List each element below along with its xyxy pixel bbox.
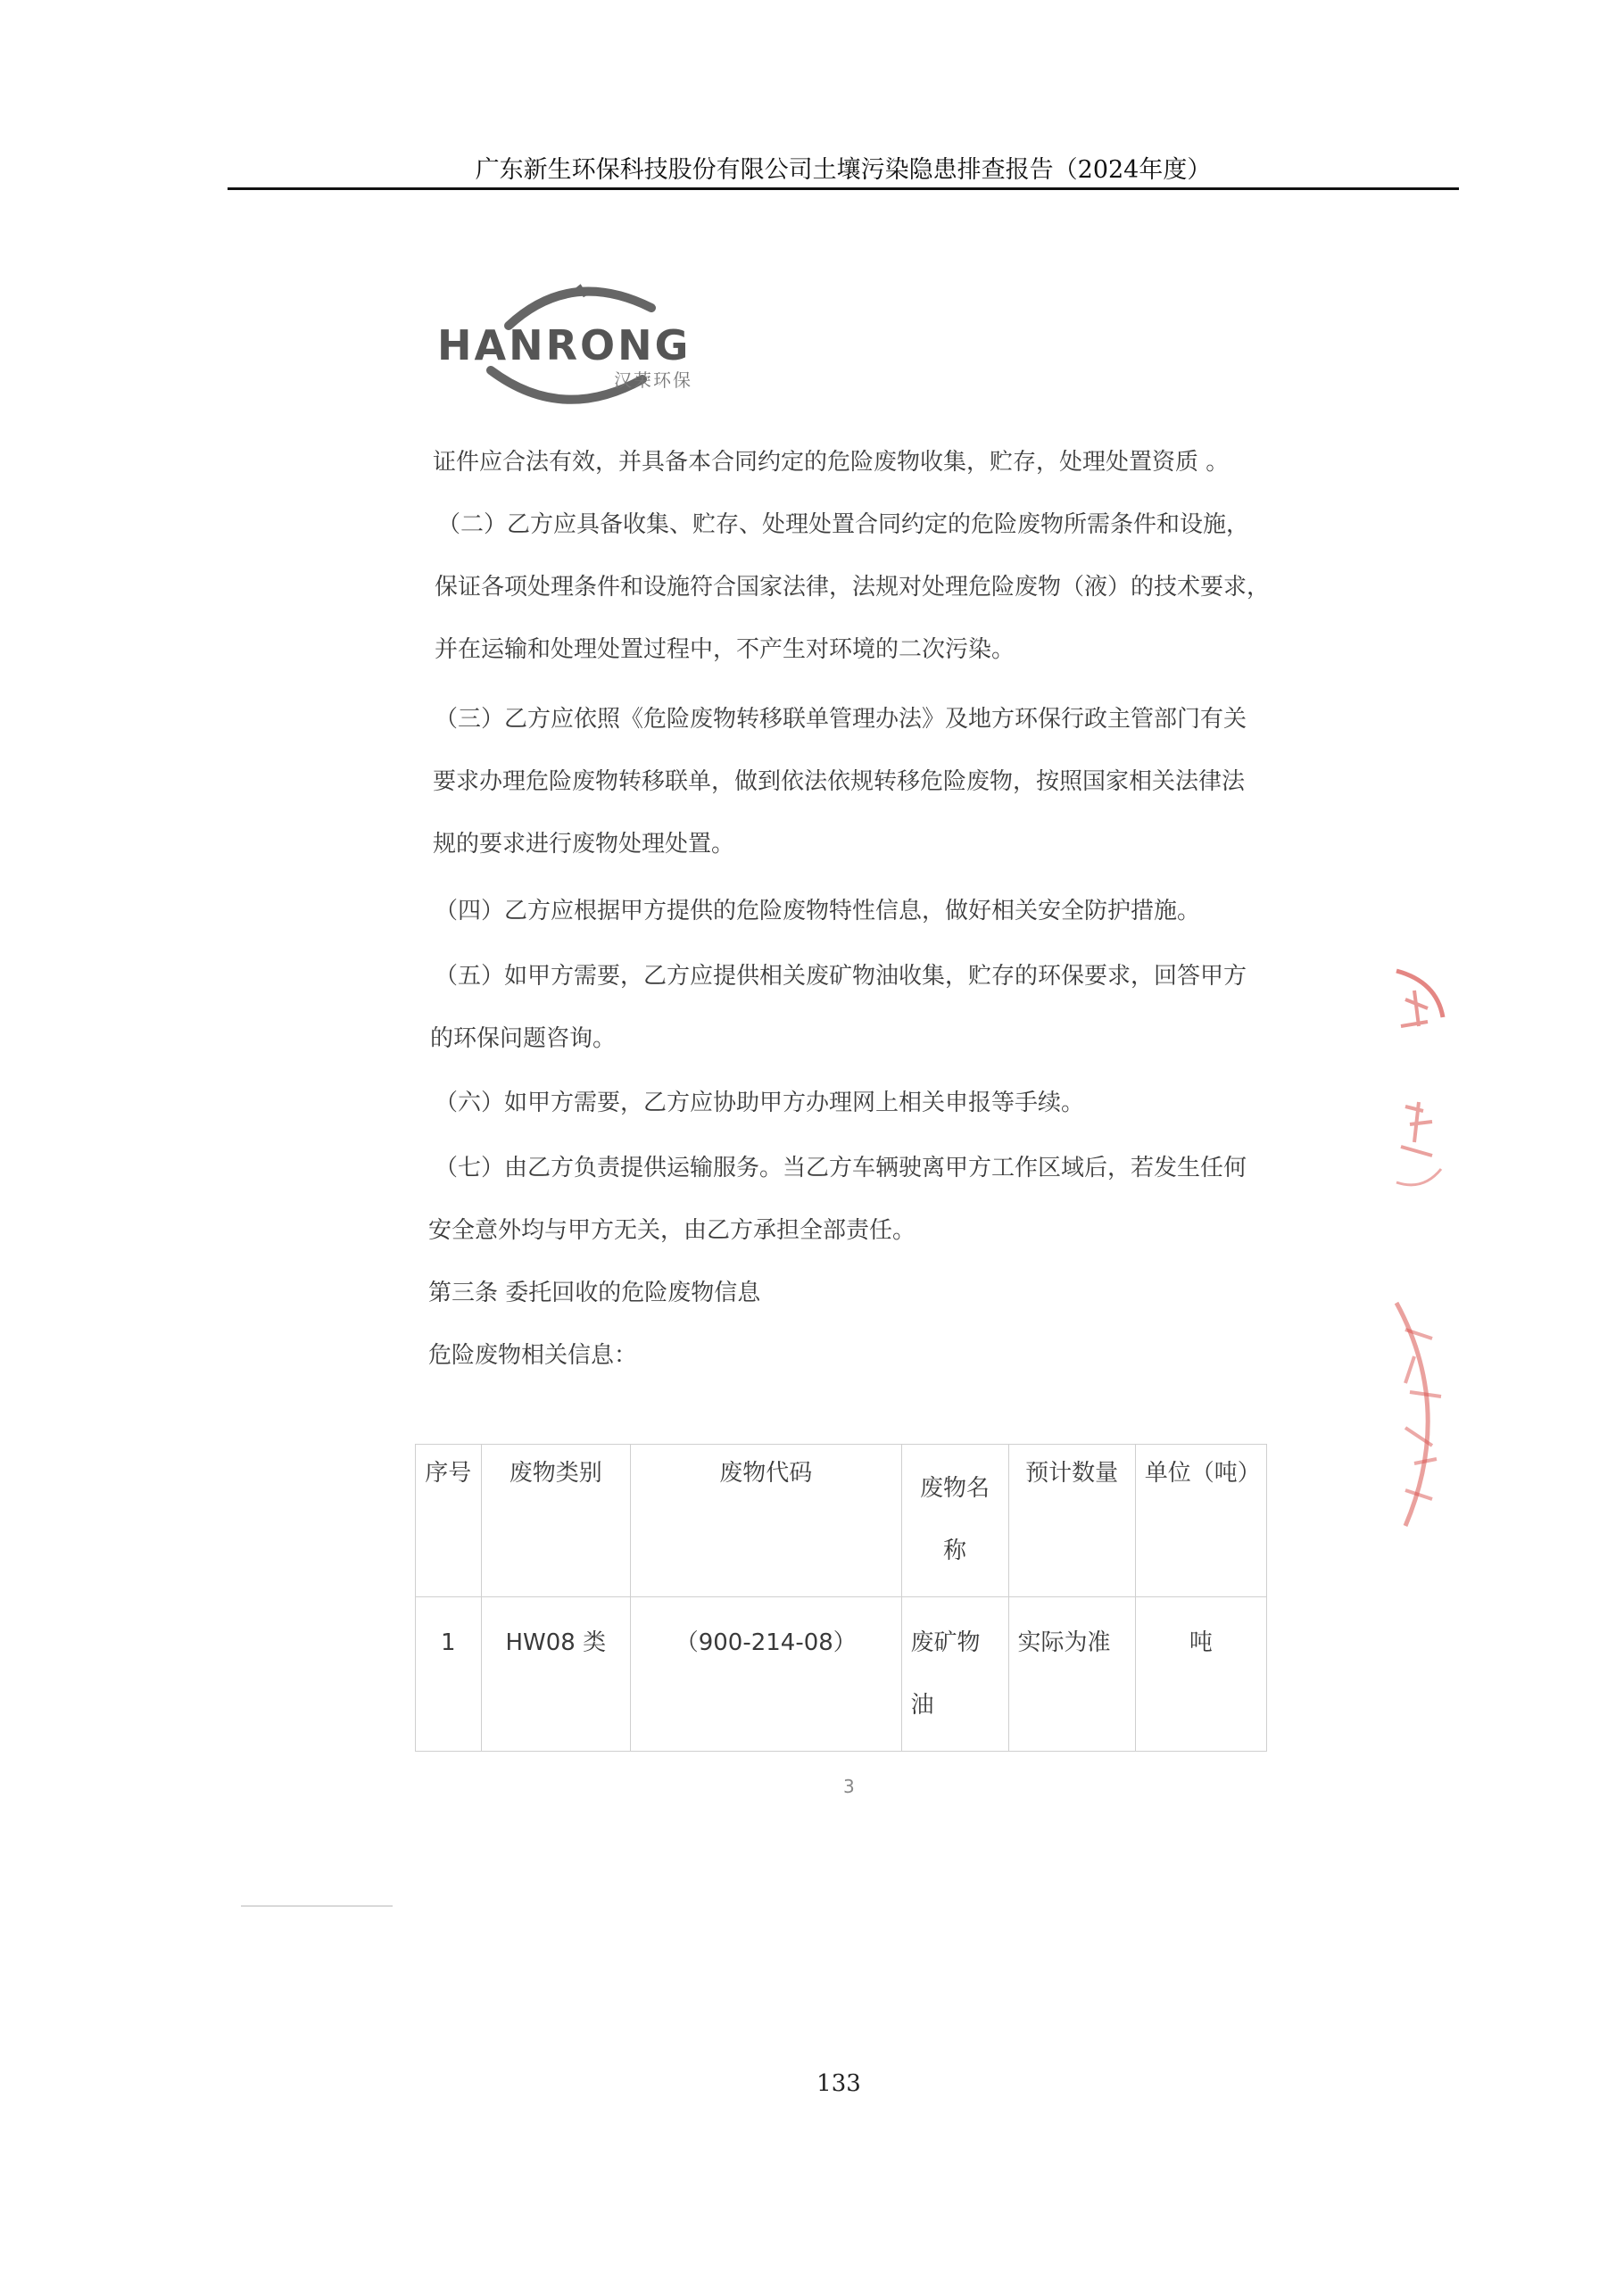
logo-wordmark: HANRONG xyxy=(437,321,692,369)
paragraph-line: 安全意外均与甲方无关，由乙方承担全部责任。 xyxy=(428,1217,916,1244)
paragraph-line: （四）乙方应根据甲方提供的危险废物特性信息，做好相关安全防护措施。 xyxy=(435,898,1201,924)
paragraph-line: 规的要求进行废物处理处置。 xyxy=(433,831,735,858)
hazardous-waste-table xyxy=(415,1444,1267,1752)
table-cell: 吨 xyxy=(1135,1597,1266,1752)
seal-fragment-icon xyxy=(1392,1098,1450,1196)
table-header-cell: 废物名称 xyxy=(901,1445,1008,1597)
scanned-page-number: 3 xyxy=(843,1776,855,1797)
paragraph-line: （六）如甲方需要，乙方应协助甲方办理网上相关申报等手续。 xyxy=(435,1090,1085,1116)
scan-edge-line xyxy=(241,1905,393,1907)
paragraph-line: 的环保问题咨询。 xyxy=(430,1025,617,1052)
paragraph-line: （二）乙方应具备收集、贮存、处理处置合同约定的危险废物所需条件和设施， xyxy=(437,511,1250,538)
table-cell: 废矿物油 xyxy=(901,1597,1008,1752)
paragraph-line: （五）如甲方需要，乙方应提供相关废矿物油收集，贮存的环保要求，回答甲方 xyxy=(435,963,1247,990)
seal-fragment-icon xyxy=(1379,1294,1454,1535)
paragraph-line: （七）由乙方负责提供运输服务。当乙方车辆驶离甲方工作区域后，若发生任何 xyxy=(435,1155,1247,1181)
table-header-cell: 序号 xyxy=(416,1445,482,1597)
table-header-cell: 单位（吨） xyxy=(1135,1445,1266,1597)
paragraph-line: （三）乙方应依照《危险废物转移联单管理办法》及地方环保行政主管部门有关 xyxy=(435,706,1247,733)
table-row xyxy=(416,1597,1267,1752)
article-heading: 第三条 委托回收的危险废物信息 xyxy=(428,1280,761,1306)
header-rule xyxy=(228,187,1459,190)
table-cell: HW08 类 xyxy=(481,1597,630,1752)
table-header-cell: 废物类别 xyxy=(481,1445,630,1597)
seal-fragment-icon xyxy=(1388,964,1450,1062)
paragraph-line: 要求办理危险废物转移联单，做到依法依规转移危险废物，按照国家相关法律法 xyxy=(433,768,1246,795)
paragraph-line: 并在运输和处理处置过程中，不产生对环境的二次污染。 xyxy=(435,636,1015,663)
page-header-title: 广东新生环保科技股份有限公司土壤污染隐患排查报告（2024年度） xyxy=(475,156,1212,184)
paragraph-line: 保证各项处理条件和设施符合国家法律，法规对处理危险废物（液）的技术要求， xyxy=(435,574,1271,601)
paragraph-line: 危险废物相关信息： xyxy=(428,1342,638,1369)
logo-subtitle: 汉荣环保 xyxy=(614,369,692,391)
table-cell: 实际为准 xyxy=(1008,1597,1135,1752)
paragraph-line: 证件应合法有效，并具备本合同约定的危险废物收集，贮存，处理处置资质 。 xyxy=(433,449,1230,476)
table-header-row xyxy=(416,1445,1267,1597)
page-number: 133 xyxy=(816,2070,861,2097)
table-header-cell: 废物代码 xyxy=(631,1445,902,1597)
table-cell: 1 xyxy=(416,1597,482,1752)
table-cell: （900-214-08） xyxy=(631,1597,902,1752)
table-header-cell: 预计数量 xyxy=(1008,1445,1135,1597)
